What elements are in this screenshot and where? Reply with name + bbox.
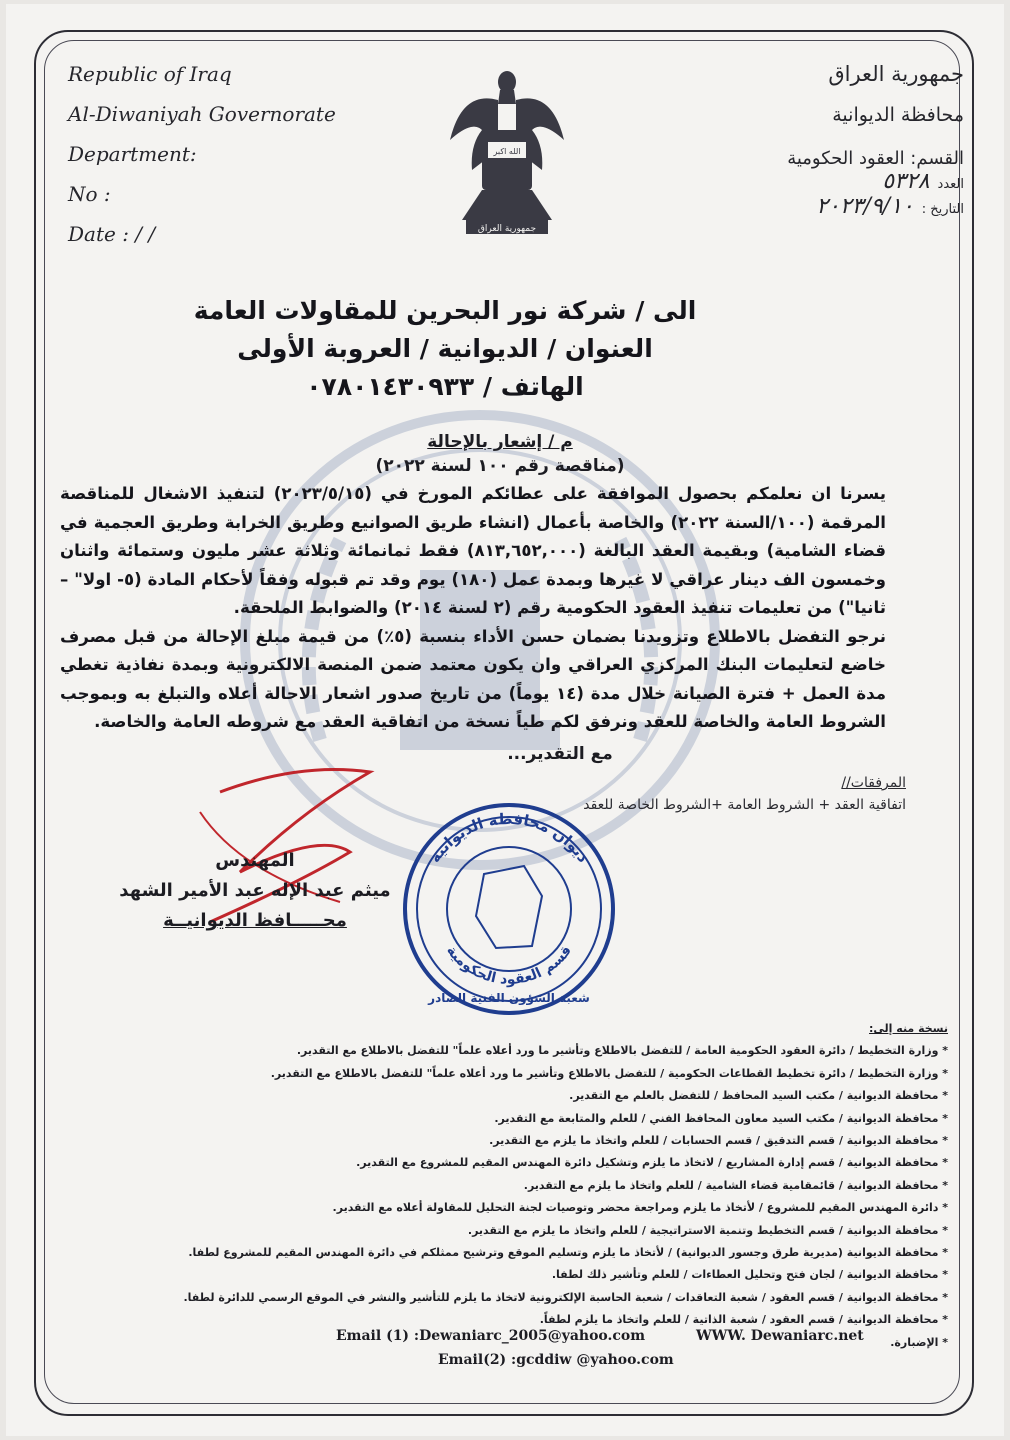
copy-item: * الإضبارة.: [890, 1335, 948, 1349]
arabic-letterhead: [704, 62, 964, 219]
recipient-phone: الهاتف / ٠٧٨٠١٤٣٠٩٣٣: [306, 372, 584, 401]
attachments-text: اتفاقية العقد + الشروط العامة +الشروط الخاصة للعقد: [583, 797, 906, 813]
recipient-block: [150, 292, 740, 406]
body-paragraph-1: يسرنا ان نعلمكم بحصول الموافقة على عطائكم المورخ في (٢٠٢٣/٥/١٥) لتنفيذ الاشغال للمناقصة المرقمة (١٠٠/السنة ٢٠٢٢) والخاصة بأعمال (انشاء طريق الصوانيع وطريق الخرابة وطريق العجمية في قضاء الشامية) وبقيمة العقد البالغة (٨١٣,٦٥٢,٠٠٠) فقط ثمانمائة وثلاثة عشر مليون وستمائة واثنان وخمسون الف دينار عراقي لا غيرها وبمدة عمل (١٨٠) يوم وقد تم قبوله وفقاً لأحكام المادة (٥- اولا" – ثانيا") من تعليمات تنفيذ العقود الحكومية رقم (٢ لسنة ٢٠١٤) والضوابط الملحقة.: [60, 484, 887, 617]
official-stamp-icon: [396, 796, 622, 1022]
copy-item: * محافظة الديوانية / قسم التدقيق / قسم الحسابات / للعلم واتخاذ ما يلزم مع التقدير.: [489, 1134, 948, 1148]
signer-name: ميثم عبد الإله عبد الأمير الشهد: [119, 880, 391, 901]
copy-item: * محافظة الديوانية (مديرية طرق وجسور الديوانية) / لأتخاذ ما يلزم وتسليم الموقع وترشيح ممثلكم في دائرة المهندس المقيم للمشروع لطفا.: [188, 1246, 948, 1260]
arabic-department: القسم: العقود الحكومية: [787, 148, 964, 169]
iraq-eagle-emblem-icon: [442, 60, 572, 240]
copy-item: * محافظة الديوانية / قسم إدارة المشاريع / لاتخاذ ما يلزم وتشكيل دائرة المهندس المقيم للمشروع مع التقدير.: [356, 1156, 948, 1170]
english-department: Department:: [68, 142, 197, 166]
signature-block: [110, 846, 400, 936]
english-date: Date : / /: [68, 222, 156, 246]
body-paragraph-2: نرجو التفضل بالاطلاع وتزويدنا بضمان حسن الأداء بنسبة (٥٪) من قيمة مبلغ الإحالة من قبل مصرف خاضع لتعليمات البنك المركزي العراقي وان يكون معتمد ضمن المنصة الالكترونية وبمدة نفاذية تغطي مدة العمل + فترة الصيانة خلال مدة (١٤ يوماً) من تاريخ صدور اشعار الاحالة أعلاه والتبلغ به وبموجب الشروط العامة والخاصة للعقد ونرفق لكم طياً نسخة من اتفاقية العقد مع شروطه العامة والخاصة.: [60, 626, 886, 731]
arabic-governorate: محافظة الديوانية: [832, 104, 964, 126]
svg-text:ديوان محافظة الديوانية: [426, 810, 593, 866]
attachments-label: المرفقات//: [841, 775, 906, 791]
stamp-bottom-text: قسم العقود الحكومية: [443, 942, 575, 988]
emblem-caption: جمهورية العراق: [477, 224, 537, 234]
copy-item: * محافظة الديوانية / مكتب السيد معاون المحافظ الفني / للعلم والمتابعة مع التقدير.: [494, 1111, 948, 1125]
copy-item: * محافظة الديوانية / مكتب السيد المحافظ / للتفضل بالعلم مع التقدير.: [569, 1089, 948, 1103]
copies-list: [68, 1018, 948, 1354]
footer-email-2: Email(2) :gcddiw @yahoo.com: [438, 1352, 674, 1368]
english-country: Republic of Iraq: [68, 62, 232, 86]
copy-item: * محافظة الديوانية / قسم العقود / شعبة الذاتية / للعلم واتخاذ ما يلزم لطفاً.: [539, 1313, 948, 1327]
footer-email-1: Email (1) :Dewaniarc_2005@yahoo.com: [336, 1328, 646, 1344]
stamp-outer-text: شعبة الشؤون الفنية الصادر: [428, 991, 590, 1005]
signer-position: محـــــافظ الديوانيــة: [163, 910, 347, 931]
copy-item: * محافظة الديوانية / قسم العقود / شعبة التعاقدات / شعبة الحاسبة الإلكترونية لاتخاذ ما يلزم للتأشير والنشر في الموقع الرسمي للدائرة لطفا.: [183, 1290, 948, 1304]
signer-title: المهندس: [215, 850, 295, 871]
copy-item: * وزارة التخطيط / دائرة تخطيط القطاعات الحكومية / للتفضل بالاطلاع وتأشير ما ورد أعلاه علماً" للتفضل بالاطلاع مع التقدير.: [270, 1066, 948, 1080]
letter-footer: [36, 1318, 970, 1412]
recipient-address: العنوان / الديوانية / العروبة الأولى: [237, 334, 653, 363]
letter-body: [60, 480, 886, 737]
number-label: العدد: [937, 177, 964, 192]
copy-item: * دائرة المهندس المقيم للمشروع / لأتخاذ ما يلزم ومراجعة محضر وتوصيات لجنة التحليل للمقاولة أعلاه مع التقدير.: [332, 1201, 948, 1215]
copies-header: نسخة منه إلى:: [869, 1022, 948, 1035]
english-number: No :: [68, 182, 111, 206]
english-letterhead: [68, 54, 336, 254]
copy-item: * محافظة الديوانية / قسم التخطيط وتنمية الاستراتيجية / للعلم واتخاذ ما يلزم مع التقدير.: [467, 1223, 948, 1237]
date-value: ٢٠٢٣/٩/١٠: [816, 194, 914, 219]
copy-item: * محافظة الديوانية / قائمقامية قضاء الشامية / للعلم واتخاذ ما يلزم مع التقدير.: [523, 1178, 948, 1192]
subject-tender: (مناقصة رقم ١٠٠ لسنة ٢٠٢٢): [375, 456, 625, 476]
number-value: ٥٣٢٨: [882, 169, 930, 194]
copy-item: * محافظة الديوانية / لجان فتح وتحليل العطاءات / للعلم وتأشير ذلك لطفا.: [551, 1268, 948, 1282]
recipient-company: الى / شركة نور البحرين للمقاولات العامة: [193, 296, 697, 325]
subject-block: [360, 430, 640, 478]
subject-title: م / إشعار بالإحالة: [427, 432, 573, 452]
english-governorate: Al-Diwaniyah Governorate: [68, 102, 336, 126]
arabic-country: جمهورية العراق: [828, 62, 964, 86]
footer-website: WWW. Dewaniarc.net: [695, 1328, 864, 1344]
attachments-block: [583, 772, 906, 816]
emblem-shield-text: الله اكبر: [493, 147, 521, 156]
closing-regards: مع التقدير...: [507, 744, 613, 764]
copy-item: * وزارة التخطيط / دائرة العقود الحكومية العامة / للتفضل بالاطلاع وتأشير ما ورد أعلاه علماً" للتفضل بالاطلاع مع التقدير.: [296, 1044, 948, 1058]
date-label: التاريخ :: [921, 202, 964, 217]
stamp-inner-text: ديوان محافظة الديوانية: [425, 809, 593, 866]
